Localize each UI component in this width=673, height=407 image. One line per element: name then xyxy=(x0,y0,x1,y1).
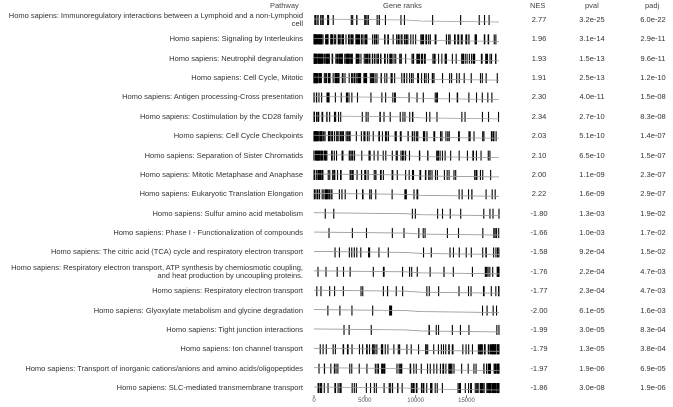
x-tick-label: 15000 xyxy=(458,398,475,404)
pval-value: 6.1e-05 xyxy=(579,305,605,315)
nes-value: 1.91 xyxy=(531,73,547,83)
padj-value: 1.6e-03 xyxy=(640,305,666,315)
padj-value: 1.5e-08 xyxy=(640,92,666,102)
rank-statistic-curve xyxy=(314,213,499,216)
pval-value: 6.5e-10 xyxy=(579,150,605,160)
pathway-label: Homo sapiens: Tight junction interactions xyxy=(166,324,303,334)
pathway-label: Homo sapiens: Eukaryotic Translation Elongation xyxy=(139,189,303,199)
nes-value: 1.93 xyxy=(531,53,547,63)
pval-value: 1.6e-09 xyxy=(579,189,605,199)
nes-value: -1.99 xyxy=(530,324,548,334)
x-tick-label: 5000 xyxy=(358,398,372,404)
nes-value: -1.86 xyxy=(530,383,548,393)
rank-statistic-curve xyxy=(314,174,499,177)
nes-value: -1.79 xyxy=(530,344,548,354)
pval-value: 1.1e-09 xyxy=(579,169,605,179)
pathway-label: Homo sapiens: Glyoxylate metabolism and glycine degradation xyxy=(93,305,303,315)
pathway-label: Homo sapiens: Mitotic Metaphase and Anaphase xyxy=(139,169,303,179)
nes-value: 2.10 xyxy=(531,150,547,160)
padj-value: 1.5e-02 xyxy=(640,247,666,257)
rank-statistic-curve xyxy=(314,19,499,22)
pval-value: 9.2e-04 xyxy=(579,247,605,257)
x-tick-label: 0 xyxy=(312,398,316,404)
pathway-label: Homo sapiens: Respiratory electron transport, ATP synthesis by chemiosmotic coupling, and heat production by uncoupling proteins. xyxy=(11,262,303,280)
nes-value: -1.97 xyxy=(530,363,548,373)
pval-value: 3.0e-05 xyxy=(579,324,605,334)
pval-value: 1.5e-13 xyxy=(579,53,605,63)
pval-value: 3.1e-14 xyxy=(579,34,605,44)
rank-statistic-curve xyxy=(314,232,499,235)
nes-value: -1.76 xyxy=(530,266,548,276)
pval-value: 2.2e-04 xyxy=(579,266,605,276)
header-gene-ranks: Gene ranks xyxy=(383,1,422,10)
padj-value: 9.6e-11 xyxy=(640,53,666,63)
nes-value: 2.77 xyxy=(531,15,547,24)
pval-value: 3.2e-25 xyxy=(579,15,605,24)
pathway-label: Homo sapiens: Signaling by Interleukins xyxy=(169,34,303,44)
pval-value: 1.9e-06 xyxy=(579,363,605,373)
padj-value: 2.3e-07 xyxy=(640,169,666,179)
pathway-label: Homo sapiens: Respiratory electron transport xyxy=(152,286,303,296)
pathway-label: Homo sapiens: Transport of inorganic cations/anions and amino acids/oligopeptides xyxy=(25,363,303,373)
padj-value: 1.2e-10 xyxy=(640,73,666,83)
header-pathway: Pathway xyxy=(270,1,299,10)
pval-value: 1.3e-03 xyxy=(579,208,605,218)
nes-value: 2.00 xyxy=(531,169,547,179)
header-padj: padj xyxy=(645,1,660,10)
nes-value: -1.58 xyxy=(530,247,548,257)
nes-value: -1.66 xyxy=(530,228,548,238)
x-tick-label: 10000 xyxy=(407,398,424,404)
rank-statistic-curve xyxy=(314,310,499,313)
rank-statistic-curve xyxy=(314,271,499,274)
pathway-label: Homo sapiens: Cell Cycle, Mitotic xyxy=(191,73,303,83)
padj-value: 8.3e-08 xyxy=(640,111,666,121)
padj-value: 4.7e-03 xyxy=(640,266,666,276)
padj-value: 3.8e-04 xyxy=(640,344,666,354)
padj-value: 1.5e-07 xyxy=(640,150,666,160)
nes-value: 1.96 xyxy=(531,34,547,44)
pval-value: 5.1e-10 xyxy=(579,131,605,141)
pathway-label: Homo sapiens: Separation of Sister Chromatids xyxy=(144,150,303,160)
pval-value: 1.3e-05 xyxy=(579,344,605,354)
pathway-label: Homo sapiens: SLC-mediated transmembrane transport xyxy=(116,383,303,393)
pathway-label: Homo sapiens: Sulfur amino acid metabolism xyxy=(152,208,303,218)
padj-value: 6.9e-05 xyxy=(640,363,666,373)
pathway-label: Homo sapiens: Costimulation by the CD28 family xyxy=(140,111,303,121)
padj-value: 1.9e-02 xyxy=(640,208,666,218)
pathway-label: Homo sapiens: Immunoregulatory interactions between a Lymphoid and a non-Lymphoid cell xyxy=(8,11,303,28)
pval-value: 4.0e-11 xyxy=(579,92,605,102)
nes-value: -1.80 xyxy=(530,208,548,218)
rank-statistic-curve xyxy=(314,368,499,371)
pval-value: 2.5e-13 xyxy=(579,73,605,83)
pathway-label: Homo sapiens: Phase I - Functionalization of compounds xyxy=(113,228,303,238)
padj-value: 4.7e-03 xyxy=(640,286,666,296)
header-pval: pval xyxy=(585,1,599,10)
nes-value: -1.77 xyxy=(530,286,548,296)
nes-value: 2.03 xyxy=(531,131,547,141)
pathway-label: Homo sapiens: Neutrophil degranulation xyxy=(169,53,303,63)
pval-value: 1.0e-03 xyxy=(579,228,605,238)
padj-value: 2.9e-07 xyxy=(640,189,666,199)
nes-value: 2.22 xyxy=(531,189,547,199)
nes-value: -2.00 xyxy=(530,305,548,315)
padj-value: 1.4e-07 xyxy=(640,131,666,141)
padj-value: 6.0e-22 xyxy=(640,15,666,24)
nes-value: 2.30 xyxy=(531,92,547,102)
pathway-label: Homo sapiens: Cell Cycle Checkpoints xyxy=(173,131,303,141)
rank-statistic-curve xyxy=(314,116,499,119)
pval-value: 2.7e-10 xyxy=(579,111,605,121)
padj-value: 8.3e-04 xyxy=(640,324,666,334)
nes-value: 2.34 xyxy=(531,111,547,121)
pathway-label: Homo sapiens: Antigen processing-Cross presentation xyxy=(122,92,303,102)
pval-value: 2.3e-04 xyxy=(579,286,605,296)
header-nes: NES xyxy=(530,1,546,10)
padj-value: 1.9e-06 xyxy=(640,383,666,393)
pathway-label: Homo sapiens: Ion channel transport xyxy=(180,344,303,354)
padj-value: 2.9e-11 xyxy=(640,34,666,44)
rank-statistic-curve xyxy=(314,329,499,332)
padj-value: 1.7e-02 xyxy=(640,228,666,238)
pathway-label: Homo sapiens: The citric acid (TCA) cycle and respiratory electron transport xyxy=(50,247,303,257)
pval-value: 3.0e-08 xyxy=(579,383,605,393)
